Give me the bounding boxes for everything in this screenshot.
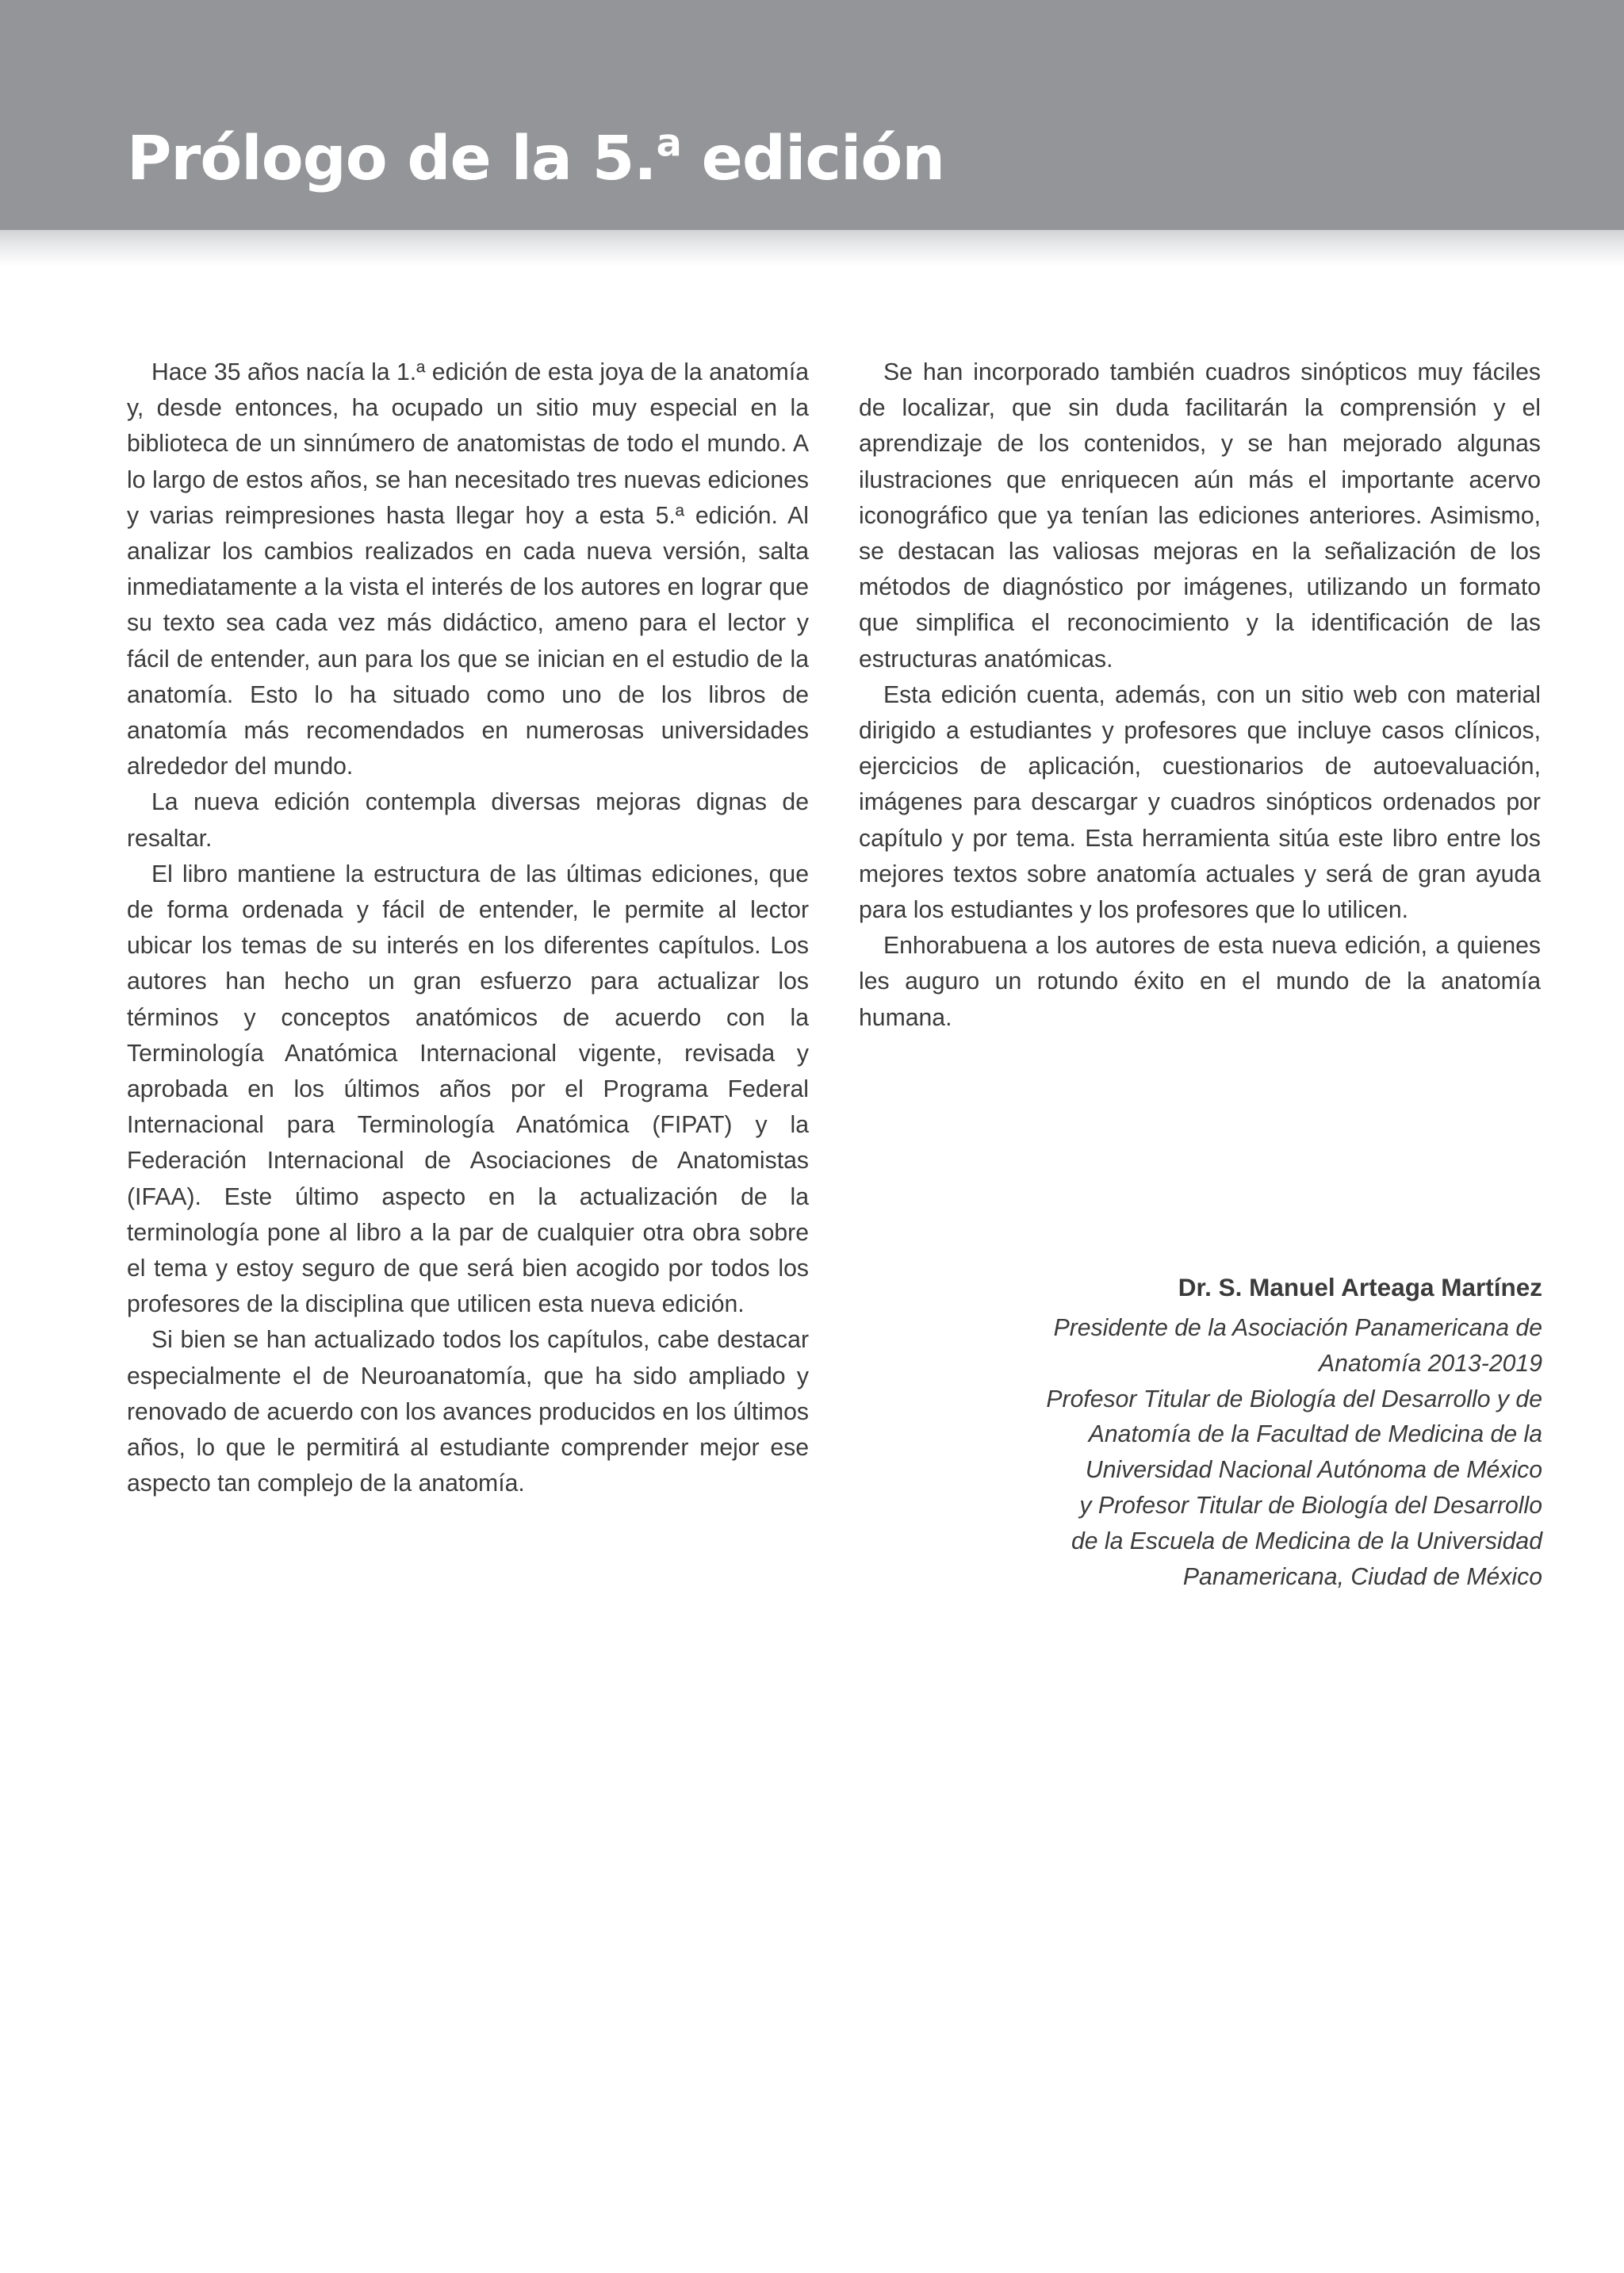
left-paragraph-1: Hace 35 años nacía la 1.ª edición de esta joya de la anatomía y, desde entonces, ha ocupado un sitio muy especial en la biblioteca de un sinnúmero de anatomistas de todo el mundo. A lo largo de estos años, se han necesitado tres nuevas ediciones y varias reimpresiones hasta llegar hoy a esta 5.ª edición. Al analizar los cambios realizados en cada nueva versión, salta inmediatamente a la vista el interés de los autores en lograr que su texto sea cada vez más didáctico, ameno para el lector y fácil de entender, aun para los que se inician en el estudio de la anatomía. Esto lo ha situado como uno de los libros de anatomía más recomendados en numerosas universidades alrededor del mundo. [127,359,809,780]
page-title-end: edición [680,124,945,194]
page-title-superscript: a [656,121,681,166]
page-title [127,121,945,194]
signature-line-4: Anatomía de la Facultad de Medicina de la [1088,1421,1542,1448]
left-paragraph-4: Si bien se han actualizado todos los capítulos, cabe destacar especialmente el de Neuroanatomía, que ha sido ampliado y renovado de acuerdo con los avances producidos en los últimos años, lo que le permitirá al estudiante comprender mejor ese aspecto tan complejo de la anatomía. [127,1327,809,1497]
header-band [0,0,1624,230]
left-paragraph-2: La nueva edición contempla diversas mejoras dignas de resaltar. [127,789,809,852]
signature-line-7: de la Escuela de Medicina de la Universidad [1071,1527,1542,1554]
right-column [859,355,1541,1036]
signature-line-3: Profesor Titular de Biología del Desarrollo y de [1046,1386,1542,1412]
signature-name: Dr. S. Manuel Arteaga Martínez [1178,1273,1542,1301]
signature-line-2: Anatomía 2013-2019 [1319,1350,1542,1377]
right-paragraph-3: Enhorabuena a los autores de esta nueva edición, a quienes les auguro un rotundo éxito en el mundo de la anatomía humana. [859,933,1541,1031]
signature-line-6: y Profesor Titular de Biología del Desarrollo [1079,1492,1542,1519]
right-paragraph-1: Se han incorporado también cuadros sinópticos muy fáciles de localizar, que sin duda facilitarán la comprensión y el aprendizaje de los contenidos, y se han mejorado algunas ilustraciones que enriquecen aún más el importante acervo iconográfico que ya tenían las ediciones anteriores. Asimismo, se destacan las valiosas mejoras en la señalización de los métodos de diagnóstico por imágenes, utilizando un formato que simplifica el reconocimiento y la identificación de las estructuras anatómicas. [859,359,1541,673]
signature-line-5: Universidad Nacional Autónoma de México [1085,1457,1542,1484]
page-title-main: Prólogo de la 5. [127,124,657,194]
header-shadow [0,230,1624,266]
left-column [127,355,809,1502]
signature-line-8: Panamericana, Ciudad de México [1182,1563,1542,1590]
left-paragraph-3: El libro mantiene la estructura de las últimas ediciones, que de forma ordenada y fácil de entender, le permite al lector ubicar los temas de su interés en los diferentes capítulos. Los autores han hecho un gran esfuerzo para actualizar los términos y conceptos anatómicos de acuerdo con la Terminología Anatómica Internacional vigente, revisada y aprobada en los últimos años por el Programa Federal Internacional para Terminología Anatómica (FIPAT) y la Federación Internacional de Asociaciones de Anatomistas (IFAA). Este último aspecto en la actualización de la terminología pone al libro a la par de cualquier otra obra sobre el tema y estoy seguro de que será bien acogido por todos los profesores de la disciplina que utilicen esta nueva edición. [127,861,809,1318]
right-paragraph-2: Esta edición cuenta, además, con un sitio web con material dirigido a estudiantes y profesores que incluye casos clínicos, ejercicios de aplicación, cuestionarios de autoevaluación, imágenes para descargar y cuadros sinópticos ordenados por capítulo y por tema. Esta herramienta sitúa este libro entre los mejores textos sobre anatomía actuales y será de gran ayuda para los estudiantes y los profesores que lo utilicen. [859,681,1541,924]
signature-line-1: Presidente de la Asociación Panamericana de [1053,1315,1542,1341]
signature-block [859,1270,1542,1595]
